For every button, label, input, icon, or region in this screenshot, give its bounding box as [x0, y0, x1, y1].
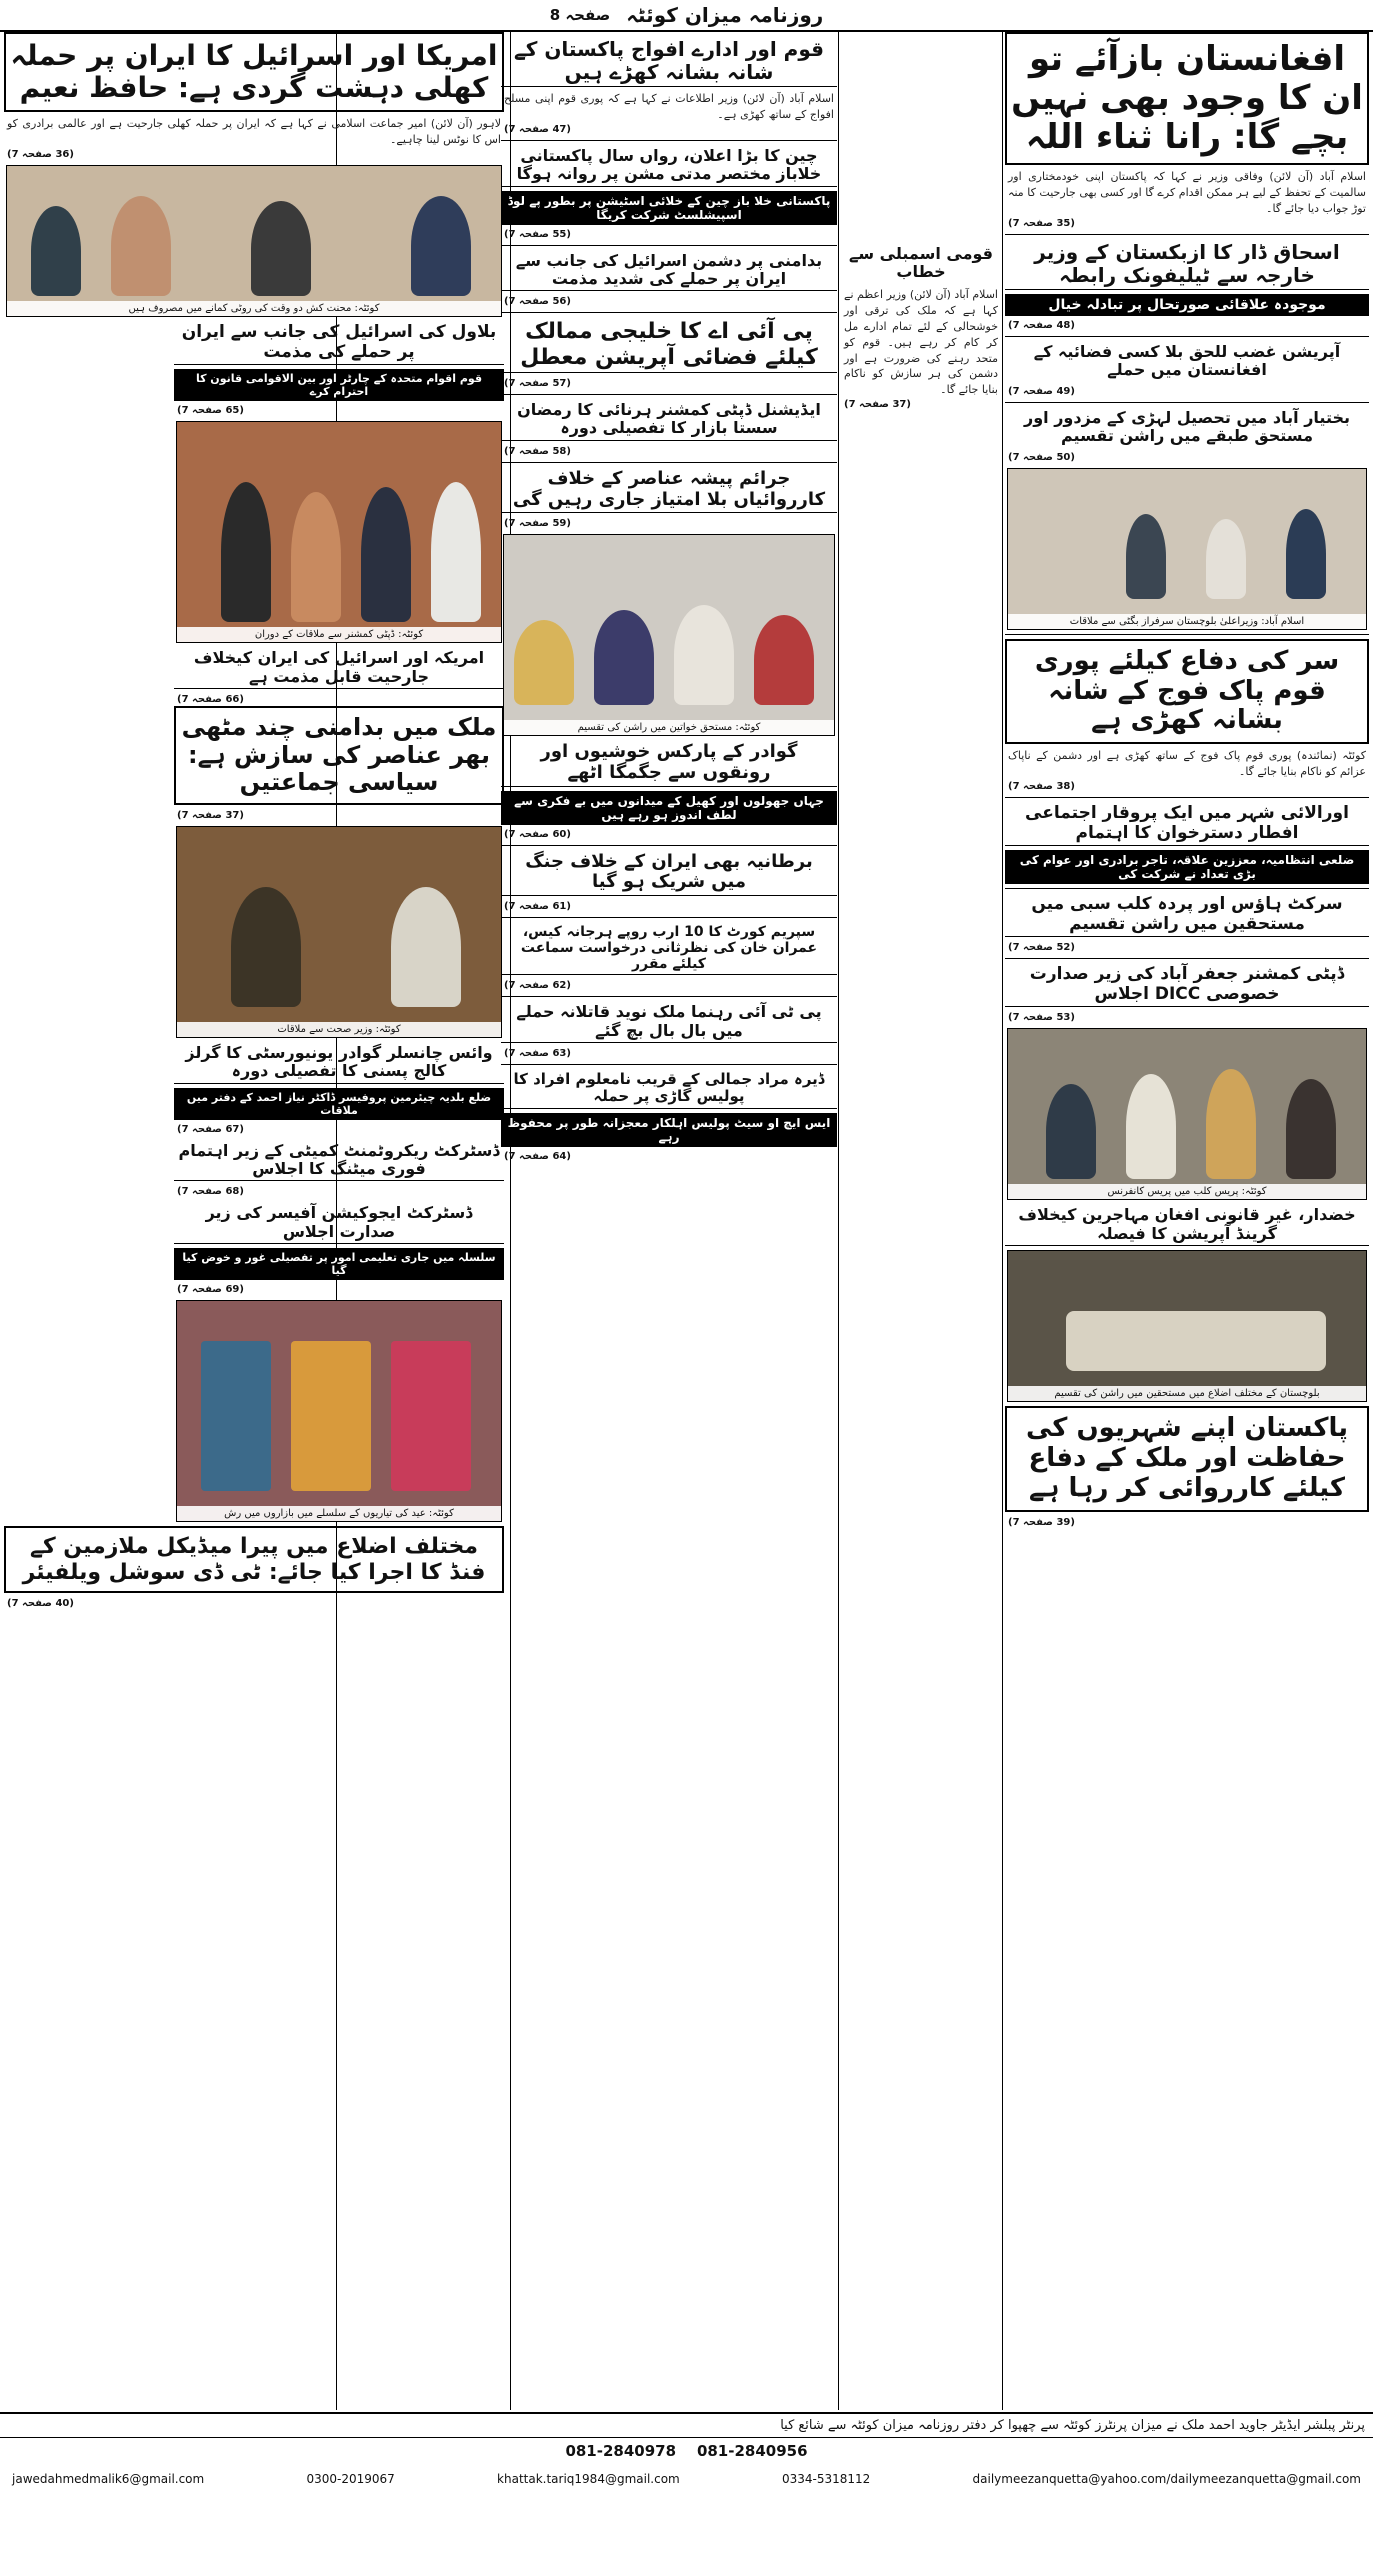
continuation-ref: (68 صفحہ 7) [177, 1186, 244, 1198]
story-headline: قومی اسمبلی سے خطاب [848, 244, 994, 282]
story-banner: سلسلہ میں جاری تعلیمی امور پر تفصیلی غور و خوض کیا گیا [174, 1248, 504, 1280]
story-headline: برطانیہ بھی ایران کے خلاف جنگ میں شریک ہو گیا [501, 850, 837, 896]
story-headline: سپریم کورٹ کا 10 ارب روپے ہرجانہ کیس، عمران خان کی نظرثانی درخواست سماعت کیلئے مقرر [501, 922, 837, 975]
lead-headline-left: امریکا اور اسرائیل کا ایران پر حملہ کھلی دہشت گردی ہے: حافظ نعیم [4, 32, 504, 112]
news-photo [1007, 1028, 1367, 1200]
story-headline: اورالائی شہر میں ایک پروقار اجتماعی افطار دسترخوان کا اہتمام [1005, 802, 1369, 846]
story-headline: گوادر کے پارکس خوشیوں اور رونقوں سے جگمگا اٹھے [501, 740, 837, 786]
news-photo [176, 421, 502, 643]
email-3: dailymeezanquetta@yahoo.com/dailymeezanquetta@gmail.com [972, 2472, 1361, 2486]
continuation-ref: (38 صفحہ 7) [1008, 781, 1075, 793]
continuation-ref: (55 صفحہ 7) [504, 228, 571, 240]
email-1: jawedahmedmalik6@gmail.com [12, 2472, 205, 2486]
story-headline: پی آئی اے کا خلیجی ممالک کیلئے فضائی آپریشن معطل [501, 317, 837, 373]
masthead [0, 0, 1373, 32]
continuation-ref: (58 صفحہ 7) [504, 445, 571, 457]
continuation-ref: (67 صفحہ 7) [177, 1123, 244, 1135]
phone-2: 081-2840956 [696, 2442, 808, 2460]
masthead-title: روزنامہ میزان کوئٹہ [626, 3, 824, 27]
story-banner: موجودہ علاقائی صورتحال پر تبادلہ خیال [1005, 294, 1369, 316]
story-headline: وائس چانسلر گوادر یونیورسٹی کا گرلز کالج پسنی کا تفصیلی دورہ [174, 1042, 504, 1084]
story-headline: خضدار، غیر قانونی افغان مہاجرین کیخلاف گرینڈ آپریشن کا فیصلہ [1005, 1204, 1369, 1246]
column-divider [838, 32, 839, 2410]
news-photo [176, 1300, 502, 1522]
continuation-ref: (56 صفحہ 7) [504, 296, 571, 308]
email-2: khattak.tariq1984@gmail.com [497, 2472, 680, 2486]
phone-numbers [0, 2438, 1373, 2464]
imprint-text: پرنٹر پبلشر ایڈیٹر جاوید احمد ملک نے میزان پرنٹرز کوئٹہ سے چھپوا کر دفتر روزنامہ میزان کوئٹہ سے شائع کیا [0, 2414, 1373, 2438]
story-headline: اسحاق ڈار کا ازبکستان کے وزیر خارجہ سے ٹیلیفونک رابطہ [1005, 239, 1369, 290]
right-column: افغانستان بازآئے تو ان کا وجود بھی نہیں بچے گا: رانا ثناء اللہ اسلام آباد (آن لائن) وفاقی وزیر نے کہا کہ پاکستان اپنی خودمختاری اور سالمیت کے تحفظ کے لیے ہر ممکن اقدام کرے گا اور کسی بھی جارحیت کا منہ توڑ جواب دیا جائے گا۔ (35 صفحہ 7) اسحاق ڈار کا ازبکستان کے وزیر خارجہ سے ٹیلیفونک رابطہ موجودہ علاقائی صورتحال پر تبادلہ خیال (48 صفحہ 7) آپریشن غضب للحق بلا کسی فضائیہ کے افغانستان میں حملے (49 صفحہ 7) بختیار آباد میں تحصیل لہڑی کے مزدور اور مستحق طبقے میں راشن تقسیم (50 صفحہ 7) اسلام آباد: وزیراعلیٰ بلوچستان سرفراز بگٹی سے ملاقات سر کی دفاع کیلئے پوری قوم پاک فوج کے شانہ بشانہ کھڑی ہے کوئٹہ (نمائندہ) پوری قوم پاک فوج کے ساتھ کھڑی ہے اور دشمن کے ناپاک عزائم کو ناکام بنایا جائے گا۔ (38 صفحہ 7) اورالائی شہر میں ایک پروقار اجتماعی افطار دسترخوان کا اہتمام ضلعی انتظامیہ، معززین علاقہ، تاجر برادری اور عوام کی بڑی تعداد نے شرکت کی سرکٹ ہاؤس اور پردہ کلب سبی میں مستحقین میں راشن تقسیم (52 صفحہ 7) ڈپٹی کمشنر جعفر آباد کی زیر صدارت خصوصی DICC اجلاس (53 صفحہ 7) کوئٹہ: پریس کلب میں پریس کانفرنس خضدار، غیر قانونی افغان مہاجرین کیخلاف گرینڈ آپریشن کا فیصلہ بلوچستان کے مختلف اضلاع میں مستحقین میں راشن کی تقسیم پاکستان اپنے شہریوں کی حفاظت اور ملک کے دفاع کیلئے کارروائی کر رہا ہے (39 صفحہ 7) [1005, 32, 1369, 2410]
news-photo [6, 165, 502, 317]
story-headline: مختلف اضلاع میں پیرا میڈیکل ملازمین کے فنڈ کا اجرا کیا جائے: ٹی ڈی سوشل ویلفیئر [4, 1526, 504, 1593]
mobile-1: 0300-2019067 [306, 2472, 395, 2486]
left-column: امریکا اور اسرائیل کا ایران پر حملہ کھلی دہشت گردی ہے: حافظ نعیم لاہور (آن لائن) امیر جماعت اسلامی نے کہا ہے کہ ایران پر حملہ کھلی جارحیت ہے اور عالمی برادری کو اس کا نوٹس لینا چاہیے۔ (36 صفحہ 7) کوئٹہ: محنت کش دو وقت کی روٹی کمانے میں مصروف ہیں بلاول کی اسرائیل کی جانب سے ایران پر حملے کی مذمت قوم اقوام متحدہ کے چارٹر اور بین الاقوامی قانون کا احترام کرے (65 صفحہ 7) کوئٹہ: ڈپٹی کمشنر سے ملاقات کے دوران امریکہ اور اسرائیل کی ایران کیخلاف جارحیت قابل مذمت ہے (66 صفحہ 7) ملک میں بدامنی چند مٹھی بھر عناصر کی سازش ہے: سیاسی جماعتیں (37 صفحہ 7) کوئٹہ: وزیر صحت سے ملاقات وائس چانسلر گوادر یونیورسٹی کا گرلز کالج پسنی کا تفصیلی دورہ ضلع بلدیہ چیئرمین پروفیسر ڈاکٹر نیاز احمد کے دفتر میں ملاقات (67 صفحہ 7) ڈسٹرکٹ ریکروٹمنٹ کمیٹی کے زیر اہتمام فوری میٹنگ کا اجلاس (68 صفحہ 7) ڈسٹرکٹ ایجوکیشن آفیسر کی زیر صدارت اجلاس سلسلہ میں جاری تعلیمی امور پر تفصیلی غور و خوض کیا گیا (69 صفحہ 7) کوئٹہ: عید کی تیاریوں کے سلسلے میں بازاروں میں رش مختلف اضلاع میں پیرا میڈیکل ملازمین کے فنڈ کا اجرا کیا جائے: ٹی ڈی سوشل ویلفیئر (40 صفحہ 7) [4, 32, 504, 2410]
continuation-ref: (37 صفحہ 7) [177, 809, 244, 821]
lead-headline-right: افغانستان بازآئے تو ان کا وجود بھی نہیں بچے گا: رانا ثناء اللہ [1005, 32, 1369, 165]
story-headline: ڈسٹرکٹ ریکروٹمنٹ کمیٹی کے زیر اہتمام فوری میٹنگ کا اجلاس [174, 1140, 504, 1182]
continuation-ref: (39 صفحہ 7) [1008, 1516, 1075, 1528]
news-photo [503, 534, 835, 736]
news-photo [1007, 1250, 1367, 1402]
middle-column: قوم اور ادارے افواج پاکستان کے شانہ بشانہ کھڑے ہیں اسلام آباد (آن لائن) وزیر اطلاعات نے کہا ہے کہ پوری قوم اپنی مسلح افواج کے ساتھ کھڑی ہے۔ (47 صفحہ 7) چین کا بڑا اعلان، رواں سال پاکستانی خلاباز مختصر مدتی مشن پر روانہ ہوگا پاکستانی خلا باز چین کے خلائی اسٹیشن پر بطور پے لوڈ اسپیشلسٹ شرکت کریگا (55 صفحہ 7) بدامنی پر دشمن اسرائیل کی جانب سے ایران پر حملے کی شدید مذمت (56 صفحہ 7) پی آئی اے کا خلیجی ممالک کیلئے فضائی آپریشن معطل (57 صفحہ 7) ایڈیشنل ڈپٹی کمشنر ہرنائی کا رمضان سستا بازار کا تفصیلی دورہ (58 صفحہ 7) جرائم پیشہ عناصر کے خلاف کارروائیاں بلا امتیاز جاری رہیں گی (59 صفحہ 7) کوئٹہ: مستحق خواتین میں راشن کی تقسیم گوادر کے پارکس خوشیوں اور رونقوں سے جگمگا اٹھے جہاں جھولوں اور کھیل کے میدانوں میں بے فکری سے لطف اندوز ہو رہے ہیں (60 صفحہ 7) برطانیہ بھی ایران کے خلاف جنگ میں شریک ہو گیا (61 صفحہ 7) سپریم کورٹ کا 10 ارب روپے ہرجانہ کیس، عمران خان کی نظرثانی درخواست سماعت کیلئے مقرر (62 صفحہ 7) پی ٹی آئی رہنما ملک نوید قاتلانہ حملے میں بال بال بچ گئے (63 صفحہ 7) ڈیرہ مراد جمالی کے قریب نامعلوم افراد کا پولیس گاڑی پر حملہ ایس ایچ او سیٹ پولیس اہلکار معجزانہ طور پر محفوظ رہے (64 صفحہ 7) [501, 32, 837, 2410]
photo-caption: کوئٹہ: وزیر صحت سے ملاقات [177, 1022, 501, 1037]
continuation-ref: (48 صفحہ 7) [1008, 320, 1075, 332]
photo-caption: کوئٹہ: محنت کش دو وقت کی روٹی کمانے میں مصروف ہیں [7, 301, 501, 316]
story-headline: سرکٹ ہاؤس اور پردہ کلب سبی میں مستحقین میں راشن تقسیم [1005, 893, 1369, 937]
continuation-ref: (50 صفحہ 7) [1008, 451, 1075, 463]
photo-caption: کوئٹہ: پریس کلب میں پریس کانفرنس [1008, 1184, 1366, 1199]
photo-caption: کوئٹہ: مستحق خواتین میں راشن کی تقسیم [504, 720, 834, 735]
story-headline: ڈیرہ مراد جمالی کے قریب نامعلوم افراد کا پولیس گاڑی پر حملہ [501, 1069, 837, 1109]
continuation-ref: (63 صفحہ 7) [504, 1048, 571, 1059]
continuation-ref: (66 صفحہ 7) [177, 694, 244, 706]
continuation-ref: (65 صفحہ 7) [177, 405, 244, 417]
continuation-ref: (53 صفحہ 7) [1008, 1012, 1075, 1024]
column-divider [1002, 32, 1003, 2410]
phone-1: 081-2840978 [565, 2442, 677, 2460]
narrow-column: قومی اسمبلی سے خطاب اسلام آباد (آن لائن) وزیر اعظم نے کہا ہے کہ ملک کی ترقی اور خوشحالی کے لئے تمام ادارے مل کر کام کر رہے ہیں۔ قوم کو متحد رہنے کی ضرورت ہے اور دشمن کی ہر سازش کو ناکام بنایا جائے گا۔ (37 صفحہ 7) [841, 240, 1001, 2410]
story-headline: پاکستان اپنے شہریوں کی حفاظت اور ملک کے دفاع کیلئے کارروائی کر رہا ہے [1005, 1406, 1369, 1512]
continuation-ref: (69 صفحہ 7) [177, 1284, 244, 1296]
continuation-ref: (60 صفحہ 7) [504, 828, 571, 840]
continuation-ref: (59 صفحہ 7) [504, 518, 571, 530]
continuation-ref: (35 صفحہ 7) [1008, 218, 1075, 230]
story-headline: جرائم پیشہ عناصر کے خلاف کارروائیاں بلا امتیاز جاری رہیں گی [501, 467, 837, 513]
news-photo [176, 826, 502, 1038]
mobile-2: 0334-5318112 [781, 2472, 871, 2486]
continuation-ref: (49 صفحہ 7) [1008, 385, 1075, 397]
imprint-footer [0, 2412, 1373, 2560]
story-headline: پی ٹی آئی رہنما ملک نوید قاتلانہ حملے میں بال بال بچ گئے [501, 1001, 837, 1043]
story-headline: بلاول کی اسرائیل کی جانب سے ایران پر حملے کی مذمت [174, 321, 504, 365]
photo-caption: بلوچستان کے مختلف اضلاع میں مستحقین میں راشن کی تقسیم [1008, 1386, 1366, 1401]
continuation-ref: (40 صفحہ 7) [7, 1597, 74, 1609]
story-headline: امریکہ اور اسرائیل کی ایران کیخلاف جارحیت قابل مذمت ہے [174, 647, 504, 689]
continuation-ref: (37 صفحہ 7) [844, 399, 911, 411]
story-headline: بختیار آباد میں تحصیل لہڑی کے مزدور اور مستحق طبقے میں راشن تقسیم [1023, 407, 1351, 446]
continuation-ref: (36 صفحہ 7) [7, 149, 74, 161]
photo-caption: کوئٹہ: ڈپٹی کمشنر سے ملاقات کے دوران [177, 627, 501, 642]
story-headline: آپریشن غضب للحق بلا کسی فضائیہ کے افغانستان میں حملے [1033, 342, 1341, 380]
story-banner: ضلع بلدیہ چیئرمین پروفیسر ڈاکٹر نیاز احمد کے دفتر میں ملاقات [174, 1088, 504, 1120]
article-body: اسلام آباد (آن لائن) وفاقی وزیر نے کہا کہ پاکستان اپنی خودمختاری اور سالمیت کے تحفظ کے لیے ہر ممکن اقدام کرے گا اور کسی بھی جارحیت کا منہ توڑ جواب دیا جائے گا۔ [1008, 170, 1366, 216]
story-banner: ایس ایچ او سیٹ پولیس اہلکار معجزانہ طور پر محفوظ رہے [501, 1113, 837, 1147]
photo-caption: کوئٹہ: عید کی تیاریوں کے سلسلے میں بازاروں میں رش [177, 1506, 501, 1521]
continuation-ref: (52 صفحہ 7) [1008, 942, 1075, 954]
story-banner: پاکستانی خلا باز چین کے خلائی اسٹیشن پر بطور پے لوڈ اسپیشلسٹ شرکت کریگا [501, 191, 837, 225]
page-number: صفحہ 8 [549, 6, 611, 24]
continuation-ref: (64 صفحہ 7) [504, 1150, 571, 1162]
news-photo [1007, 468, 1367, 630]
story-headline: سر کی دفاع کیلئے پوری قوم پاک فوج کے شانہ بشانہ کھڑی ہے [1005, 639, 1369, 745]
story-headline: قوم اور ادارے افواج پاکستان کے شانہ بشانہ کھڑے ہیں [501, 36, 837, 87]
story-banner: قوم اقوام متحدہ کے چارٹر اور بین الاقوامی قانون کا احترام کرے [174, 369, 504, 401]
story-headline: چین کا بڑا اعلان، رواں سال پاکستانی خلاباز مختصر مدتی مشن پر روانہ ہوگا [501, 145, 837, 187]
contact-row [0, 2464, 1373, 2494]
story-headline: بدامنی پر دشمن اسرائیل کی جانب سے ایران پر حملے کی شدید مذمت [501, 250, 837, 292]
story-banner: جہاں جھولوں اور کھیل کے میدانوں میں بے فکری سے لطف اندوز ہو رہے ہیں [501, 791, 837, 825]
story-banner: ضلعی انتظامیہ، معززین علاقہ، تاجر برادری اور عوام کی بڑی تعداد نے شرکت کی [1005, 850, 1369, 884]
story-headline: ایڈیشنل ڈپٹی کمشنر ہرنائی کا رمضان سستا بازار کا تفصیلی دورہ [501, 399, 837, 441]
story-headline: ڈپٹی کمشنر جعفر آباد کی زیر صدارت خصوصی DICC اجلاس [1005, 963, 1369, 1007]
continuation-ref: (62 صفحہ 7) [504, 980, 571, 992]
continuation-ref: (61 صفحہ 7) [504, 900, 571, 912]
story-headline: ملک میں بدامنی چند مٹھی بھر عناصر کی سازش ہے: سیاسی جماعتیں [174, 706, 504, 805]
continuation-ref: (47 صفحہ 7) [504, 123, 571, 135]
photo-caption: اسلام آباد: وزیراعلیٰ بلوچستان سرفراز بگٹی سے ملاقات [1008, 614, 1366, 629]
story-headline: ڈسٹرکٹ ایجوکیشن آفیسر کی زیر صدارت اجلاس [174, 1202, 504, 1244]
continuation-ref: (57 صفحہ 7) [504, 378, 571, 390]
